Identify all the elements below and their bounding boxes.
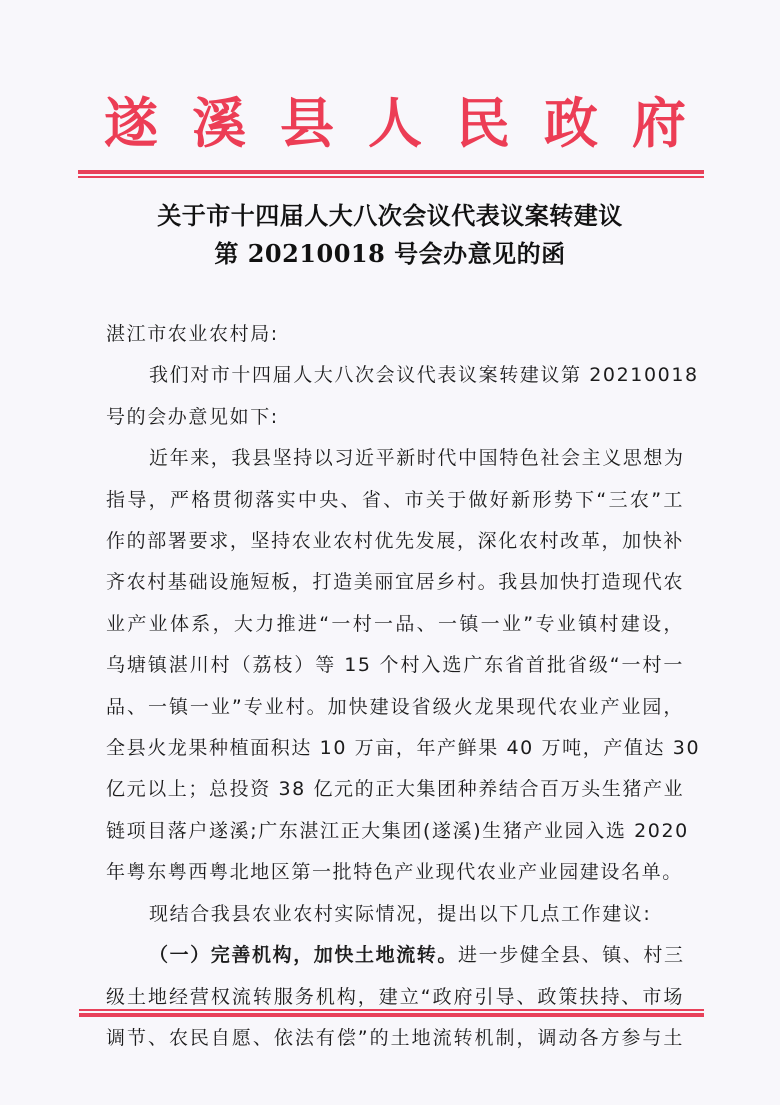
masthead-org-name: [100, 88, 690, 158]
masthead-char: 溪: [192, 91, 246, 155]
point-1-text: 进一步健全县、镇、村三: [458, 944, 685, 967]
header-divider-thin: [78, 176, 704, 178]
body-line: 我们对市十四届人大八次会议代表议案转建议第 20210018: [149, 364, 699, 387]
body-line: 号的会办意见如下:: [106, 405, 279, 428]
body-line: 指导，严格贯彻落实中央、省、市关于做好新形势下“三农”工: [106, 488, 684, 511]
masthead-char: 县: [280, 91, 334, 155]
body-line: 业产业体系，大力推进“一村一品、一镇一业”专业镇村建设，: [106, 612, 684, 635]
document-title-line-2: 第 20210018 号会办意见的函: [214, 239, 566, 268]
point-1-line: [106, 935, 684, 976]
body-line: 现结合我县农业农村实际情况，提出以下几点工作建议:: [149, 902, 652, 925]
body-line: 乌塘镇湛川村（荔枝）等 15 个村入选广东省首批省级“一村一: [106, 654, 684, 677]
document-body: [106, 314, 701, 1059]
body-line: 品、一镇一业”专业村。加快建设省级火龙果现代农业产业园，: [106, 695, 684, 718]
body-line: 齐农村基础设施短板，打造美丽宜居乡村。我县加快打造现代农: [106, 571, 684, 594]
footer-divider-thick: [79, 1013, 704, 1017]
masthead-char: 政: [544, 91, 598, 155]
masthead-char: 人: [368, 91, 422, 155]
salutation: 湛江市农业农村局:: [106, 323, 279, 345]
body-line: 调节、农民自愿、依法有偿”的土地流转机制，调动各方参与土: [106, 1026, 684, 1049]
document-title-line-1: 关于市十四届人大八次会议代表议案转建议: [157, 201, 623, 230]
masthead-char: 遂: [104, 91, 158, 155]
footer-divider-thin: [79, 1009, 704, 1011]
body-line: 全县火龙果种植面积达 10 万亩，年产鲜果 40 万吨，产值达 30: [106, 737, 701, 760]
masthead-char: 府: [632, 91, 686, 155]
body-line: 作的部署要求，坚持农业农村优先发展，深化农村改革，加快补: [106, 530, 684, 553]
body-line: 近年来，我县坚持以习近平新时代中国特色社会主义思想为: [149, 447, 685, 470]
body-line: 链项目落户遂溪;广东湛江正大集团(遂溪)生猪产业园入选 2020: [106, 819, 689, 842]
body-line: 年粤东粤西粤北地区第一批特色产业现代农业产业园建设名单。: [106, 861, 683, 884]
point-1-heading: （一）完善机构，加快土地流转。: [149, 944, 459, 967]
header-divider-thick: [78, 170, 704, 174]
body-line: 亿元以上；总投资 38 亿元的正大集团种养结合百万头生猪产业: [106, 778, 685, 801]
masthead-char: 民: [456, 91, 510, 155]
body-line: 级土地经营权流转服务机构，建立“政府引导、政策扶持、市场: [106, 985, 684, 1008]
